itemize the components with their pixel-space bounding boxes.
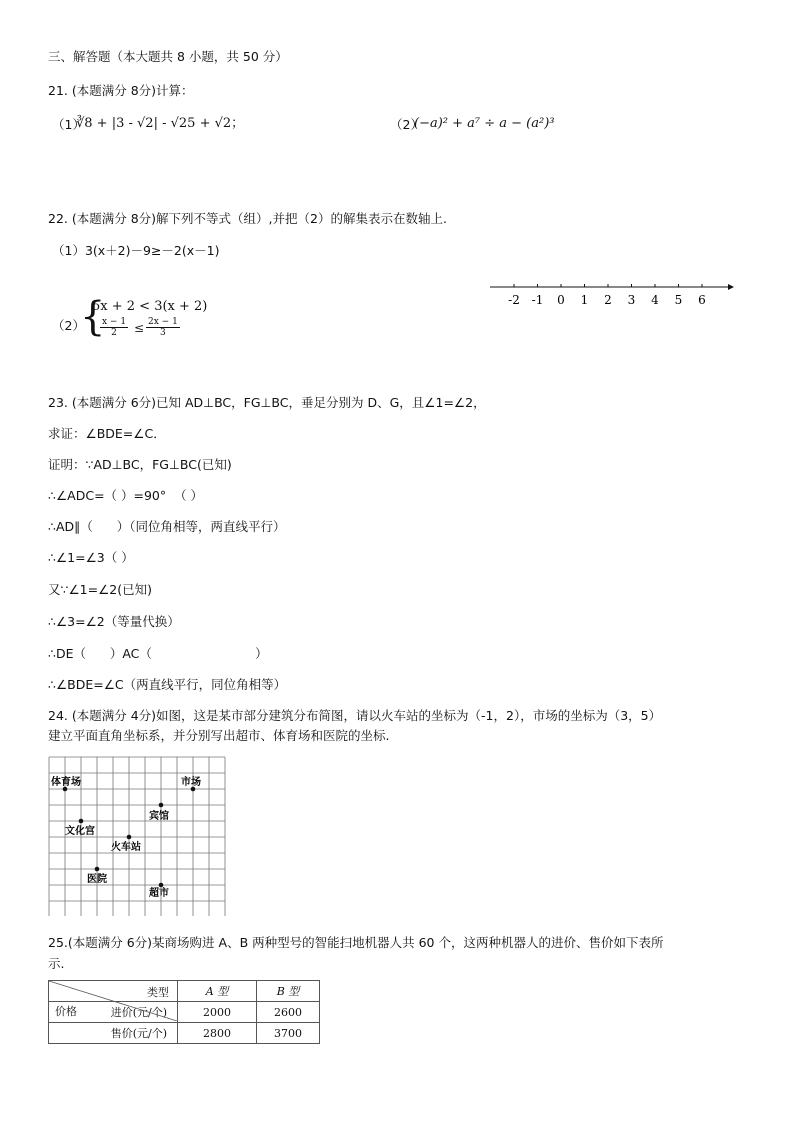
column-header-a: A 型 xyxy=(178,981,257,1002)
q23-line-4: ∴∠ADC=（ ）=90° （ ） xyxy=(48,488,204,503)
table-header-row xyxy=(49,981,320,1002)
arrow-right-icon xyxy=(728,284,734,290)
q21-part2-label: （2） xyxy=(390,117,423,132)
corner-header-type: 类型 xyxy=(147,986,169,999)
number-line-tick-label: 4 xyxy=(651,293,659,307)
q23-line-3: 证明：∵AD⊥BC，FG⊥BC(已知) xyxy=(48,457,232,472)
number-line-tick-label: 6 xyxy=(698,293,706,307)
column-header-b: B 型 xyxy=(257,981,320,1002)
q22-part1: （1）3(x＋2)－9≥－2(x－1) xyxy=(52,243,220,258)
left-brace: { xyxy=(80,294,106,340)
number-line-tick-label: 1 xyxy=(580,293,589,307)
hospital-point xyxy=(95,867,100,872)
q23-line-6: ∴∠1=∠3（ ） xyxy=(48,550,134,565)
fraction-right xyxy=(146,317,180,338)
q22-part2-label: （2） xyxy=(52,318,85,333)
row-label-purchase: 进价(元/个) xyxy=(49,1002,178,1023)
q23-line-7: 又∵∠1=∠2(已知) xyxy=(48,582,152,597)
q23-line-2: 求证：∠BDE=∠C． xyxy=(48,426,166,441)
fraction-left-denominator: 2 xyxy=(111,328,117,338)
table-row xyxy=(49,1023,320,1044)
fraction-right-numerator: 2x − 1 xyxy=(148,317,178,327)
number-line-tick-label: 3 xyxy=(627,293,636,307)
train-station-label: 火车站 xyxy=(111,842,141,853)
purchase-price-b: 2600 xyxy=(257,1002,320,1023)
price-table xyxy=(48,980,320,1044)
hospital-label: 医院 xyxy=(87,874,107,885)
sale-price-a: 2800 xyxy=(178,1023,257,1044)
q25-line-2: 示. xyxy=(48,956,65,971)
hotel-label: 宾馆 xyxy=(149,811,169,822)
train-station-point xyxy=(127,835,132,840)
number-line-tick-label: 0 xyxy=(557,293,565,307)
q23-line-10: ∴∠BDE=∠C（两直线平行，同位角相等） xyxy=(48,677,287,692)
q23-line-5: ∴AD∥（ ）（同位角相等，两直线平行） xyxy=(48,519,286,534)
q21-part2-expression: (−a)² + a⁷ ÷ a − (a²)³ xyxy=(414,116,555,131)
system-row-1: 5x + 2 < 3(x + 2) xyxy=(92,299,208,314)
number-line-tick-label: -2 xyxy=(508,293,520,307)
q22-header: 22. (本题满分 8分)解下列不等式（组）,并把（2）的解集表示在数轴上. xyxy=(48,211,447,226)
q21-part1-label: （1） xyxy=(52,117,85,132)
culture-palace-label: 文化宫 xyxy=(65,826,95,837)
sale-price-b: 3700 xyxy=(257,1023,320,1044)
corner-header-price: 价格 xyxy=(55,1005,77,1018)
supermarket-point xyxy=(159,883,164,888)
hotel-point xyxy=(159,803,164,808)
section-title: 三、解答题（本大题共 8 小题，共 50 分） xyxy=(48,49,288,64)
leq-symbol: ≤ xyxy=(134,321,145,335)
fraction-left xyxy=(100,317,128,338)
q23-line-9: ∴DE（ ）AC（ ） xyxy=(48,646,268,661)
fraction-left-numerator: x − 1 xyxy=(102,317,127,327)
q23-line-8: ∴∠3=∠2（等量代换） xyxy=(48,614,180,629)
q23-line-1: 23. (本题满分 6分)已知 AD⊥BC，FG⊥BC，垂足分别为 D、G，且∠1=∠2， xyxy=(48,395,486,410)
number-line-tick-label: 2 xyxy=(604,293,612,307)
supermarket-label: 超市 xyxy=(149,888,169,899)
q25-line-1: 25.(本题满分 6分)某商场购进 A、B 两种型号的智能扫地机器人共 60 个，这两种机器人的进价、售价如下表所 xyxy=(48,935,664,950)
q21-part1-expression: ∛8 + |3 - √2| - √25 + √2； xyxy=(76,116,245,131)
number-line xyxy=(488,278,736,312)
q21-header: 21. (本题满分 8分)计算： xyxy=(48,83,194,98)
market-label: 市场 xyxy=(181,777,201,788)
row-label-sale: 售价(元/个) xyxy=(49,1023,178,1044)
city-map xyxy=(48,756,226,916)
q24-line-1: 24. (本题满分 4分)如图，这是某市部分建筑分布简图，请以火车站的坐标为（-1，2），市场的坐标为（3，5） xyxy=(48,708,662,723)
number-line-tick-label: -1 xyxy=(531,293,544,307)
q24-line-2: 建立平面直角坐标系，并分别写出超市、体育场和医院的坐标. xyxy=(48,728,390,743)
inequality-system xyxy=(78,294,208,345)
map-grid xyxy=(48,756,226,916)
culture-palace-point xyxy=(79,819,84,824)
number-line-tick-label: 5 xyxy=(674,293,683,307)
stadium-label: 体育场 xyxy=(51,777,81,788)
fraction-right-denominator: 3 xyxy=(160,328,166,338)
purchase-price-a: 2000 xyxy=(178,1002,257,1023)
